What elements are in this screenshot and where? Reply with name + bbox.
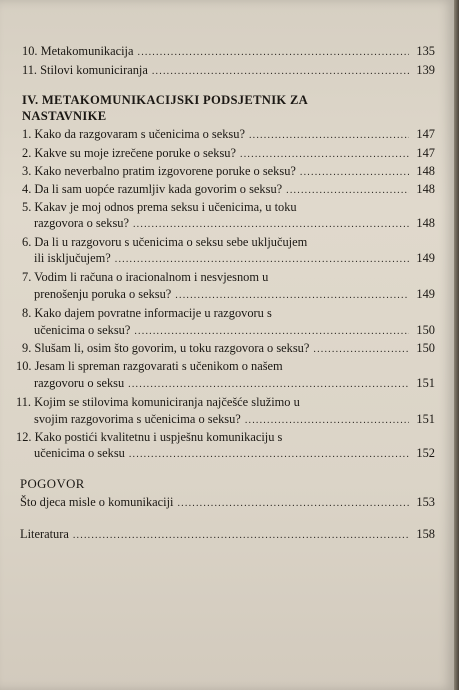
toc-entry xyxy=(22,44,435,60)
toc-entry-page: 135 xyxy=(416,44,435,58)
toc-entry xyxy=(22,63,435,79)
toc-entry-label: 3. Kako neverbalno pratim izgovorene poruke o seksu? xyxy=(22,164,296,178)
toc-entry-page: 150 xyxy=(416,341,435,355)
toc-entry-page: 153 xyxy=(416,495,435,509)
toc-entry-label: svojim razgovorima s učenicima o seksu? xyxy=(34,412,241,426)
toc-entry-line1: 11. Kojim se stilovima komuniciranja najčešće služimo u xyxy=(16,395,300,409)
toc-entry-label: ili isključujem? xyxy=(34,251,111,265)
toc-entry-page: 147 xyxy=(416,127,435,141)
toc-leader xyxy=(73,528,409,543)
toc-entry xyxy=(34,323,435,339)
toc-entry-label: razgovora o seksu? xyxy=(34,216,129,230)
toc-entry xyxy=(34,412,435,428)
toc-entry-label: 1. Kako da razgovaram s učenicima o seksu? xyxy=(22,127,245,141)
toc-leader xyxy=(249,128,409,143)
toc-leader xyxy=(134,324,409,339)
toc-entry-label: 9. Slušam li, osim što govorim, u toku razgovora o seksu? xyxy=(22,341,310,355)
toc-entry-label: 10. Metakomunikacija xyxy=(22,44,134,58)
toc-leader xyxy=(300,165,409,180)
toc-leader xyxy=(245,413,409,428)
pogovor-heading: POGOVOR xyxy=(20,477,85,491)
toc-entry xyxy=(22,127,435,143)
toc-entry-page: 147 xyxy=(416,146,435,160)
section-heading: IV. METAKOMUNIKACIJSKI PODSJETNIK ZA xyxy=(22,93,309,107)
toc-entry-line1: 8. Kako dajem povratne informacije u razgovoru s xyxy=(22,306,272,320)
toc-entry-label: učenicima o seksu? xyxy=(34,323,131,337)
toc-entry xyxy=(20,527,435,543)
toc-entry xyxy=(34,376,435,392)
toc-entry-line1: 6. Da li u razgovoru s učenicima o seksu sebe uključujem xyxy=(22,235,308,249)
toc-entry-page: 158 xyxy=(416,527,435,541)
toc-entry-page: 148 xyxy=(416,216,435,230)
toc-entry xyxy=(20,495,435,511)
toc-entry-label: prenošenju poruka o seksu? xyxy=(34,287,172,301)
toc-entry-page: 152 xyxy=(416,446,435,460)
toc-entry xyxy=(34,216,435,232)
toc-entry xyxy=(34,287,435,303)
toc-entry-line1: 10. Jesam li spreman razgovarati s učenikom o našem xyxy=(16,359,283,373)
page-edge-shadow xyxy=(454,0,459,690)
toc-entry xyxy=(34,446,435,462)
toc-leader xyxy=(128,377,409,392)
toc-leader xyxy=(240,147,409,162)
toc-entry-page: 149 xyxy=(416,287,435,301)
toc-leader xyxy=(286,183,409,198)
toc-entry-page: 148 xyxy=(416,182,435,196)
toc-entry-label: razgovoru o seksu xyxy=(34,376,125,390)
toc-entry xyxy=(22,164,435,180)
toc-entry-page: 149 xyxy=(416,251,435,265)
toc-entry-label: Što djeca misle o komunikaciji xyxy=(20,495,174,509)
toc-entry-page: 151 xyxy=(416,376,435,390)
toc-entry-label: Literatura xyxy=(20,527,69,541)
toc-entry-line1: 7. Vodim li računa o iracionalnom i nesvjesnom u xyxy=(22,270,269,284)
toc-entry-label: 4. Da li sam uopće razumljiv kada govorim o seksu? xyxy=(22,182,283,196)
toc-leader xyxy=(129,447,409,462)
toc-leader xyxy=(175,288,409,303)
toc-entry-line1: 5. Kakav je moj odnos prema seksu i učenicima, u toku xyxy=(22,200,297,214)
toc-entry-page: 148 xyxy=(416,164,435,178)
toc-entry-page: 151 xyxy=(416,412,435,426)
toc-entry xyxy=(22,182,435,198)
toc-entry xyxy=(22,146,435,162)
toc-entry-page: 139 xyxy=(416,63,435,77)
toc-entry-label: 11. Stilovi komuniciranja xyxy=(22,63,148,77)
toc-leader xyxy=(313,342,409,357)
toc-entry xyxy=(34,251,435,267)
toc-leader xyxy=(177,496,409,511)
toc-entry-line1: 12. Kako postići kvalitetnu i uspješnu komunikaciju s xyxy=(16,430,283,444)
toc-leader xyxy=(152,64,409,79)
toc-leader xyxy=(133,217,409,232)
toc-entry-page: 150 xyxy=(416,323,435,337)
toc-entry-label: 2. Kakve su moje izrečene poruke o seksu? xyxy=(22,146,237,160)
toc-entry-label: učenicima o seksu xyxy=(34,446,125,460)
section-heading-cont: NASTAVNIKE xyxy=(22,109,107,123)
toc-leader xyxy=(138,45,410,60)
toc-entry xyxy=(22,341,435,357)
toc-leader xyxy=(115,252,409,267)
